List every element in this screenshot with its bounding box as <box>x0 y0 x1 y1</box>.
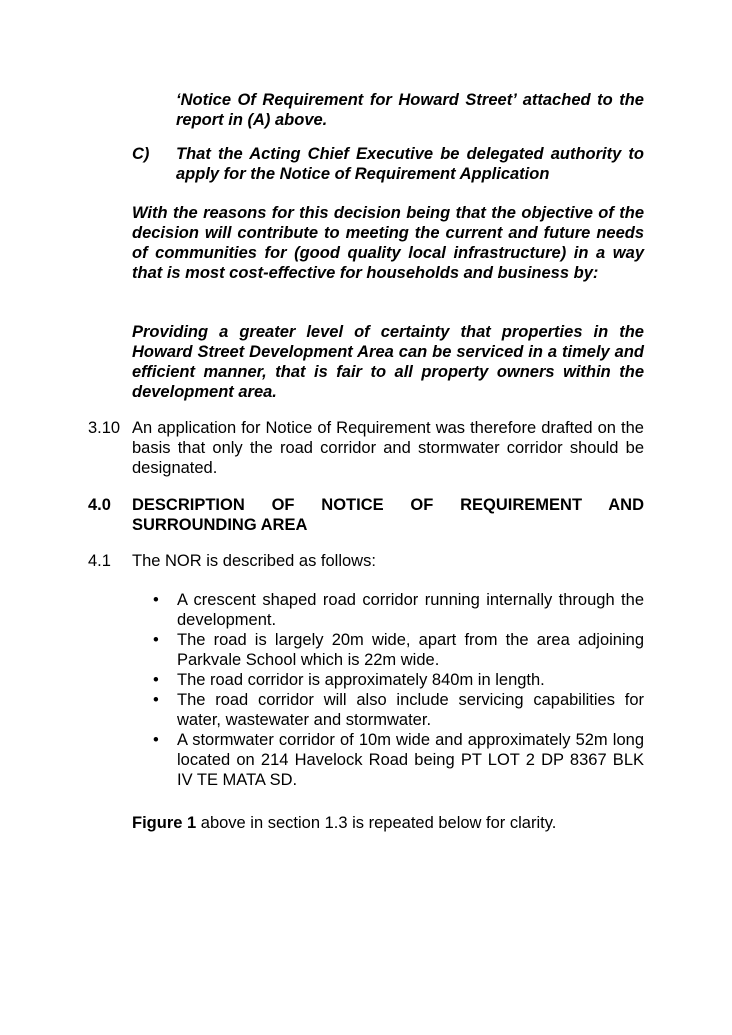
section-4-heading-line2-text: SURROUNDING AREA <box>132 516 308 534</box>
list-item <box>153 670 644 690</box>
bullet-icon: • <box>153 631 159 649</box>
list-item <box>153 690 644 730</box>
para-3-10-number <box>88 418 120 438</box>
reasons-paragraph <box>132 203 644 283</box>
providing-paragraph <box>132 322 644 402</box>
figure-reference: Figure 1 <box>132 814 197 832</box>
para-3-10-number-text: 3.10 <box>88 419 121 437</box>
reasons-text: With the reasons for this decision being that the objective of the decision will contribute to meeting the current and future needs of communities for (good quality local infrastructure) in a way that is most cost-effective for households and business by: <box>132 204 644 282</box>
quote-continuation <box>176 90 644 130</box>
bullet-icon: • <box>153 671 159 689</box>
bullet-icon: • <box>153 731 159 749</box>
section-4-number <box>88 495 111 515</box>
para-3-10-body: An application for Notice of Requirement was therefore drafted on the basis that only the road corridor and stormwater corridor should be designated. <box>132 419 644 477</box>
list-item-text: A stormwater corridor of 10m wide and approximately 52m long located on 214 Havelock Road being PT LOT 2 DP 8367 BLK IV TE MATA SD. <box>177 731 644 789</box>
figure-note-text: above in section 1.3 is repeated below for clarity. <box>196 814 557 832</box>
bullet-icon: • <box>153 691 159 709</box>
quote-continuation-text: ‘Notice Of Requirement for Howard Street’ attached to the report in (A) above. <box>176 91 644 129</box>
list-item <box>153 590 644 630</box>
providing-text: Providing a greater level of certainty that properties in the Howard Street Development Area can be serviced in a timely and efficient manner, that is fair to all property owners within the development area. <box>132 323 644 401</box>
section-4-heading-line1 <box>132 495 644 515</box>
figure-note <box>132 813 644 833</box>
para-4-1-body: The NOR is described as follows: <box>132 552 376 570</box>
list-item-text: The road corridor is approximately 840m in length. <box>177 671 545 689</box>
para-3-10-text <box>132 418 644 478</box>
list-item-text: A crescent shaped road corridor running internally through the development. <box>177 591 644 629</box>
item-c-label <box>132 144 149 164</box>
list-item-text: The road corridor will also include servicing capabilities for water, wastewater and stormwater. <box>177 691 644 729</box>
section-4-heading-line2 <box>132 515 644 535</box>
item-c-text <box>176 144 644 184</box>
bullet-icon: • <box>153 591 159 609</box>
nor-bullet-list <box>153 590 644 790</box>
para-4-1-text <box>132 551 644 571</box>
list-item-text: The road is largely 20m wide, apart from the area adjoining Parkvale School which is 22m wide. <box>177 631 644 669</box>
para-4-1-number <box>88 551 111 571</box>
list-item <box>153 730 644 790</box>
para-4-1-number-text: 4.1 <box>88 552 111 570</box>
item-c-body: That the Acting Chief Executive be delegated authority to apply for the Notice of Requirement Application <box>176 145 644 183</box>
section-4-heading-line1-text: DESCRIPTION OF NOTICE OF REQUIREMENT AND <box>132 496 644 514</box>
section-4-number-text: 4.0 <box>88 496 111 514</box>
item-c-label-text: C) <box>132 145 150 163</box>
list-item <box>153 630 644 670</box>
